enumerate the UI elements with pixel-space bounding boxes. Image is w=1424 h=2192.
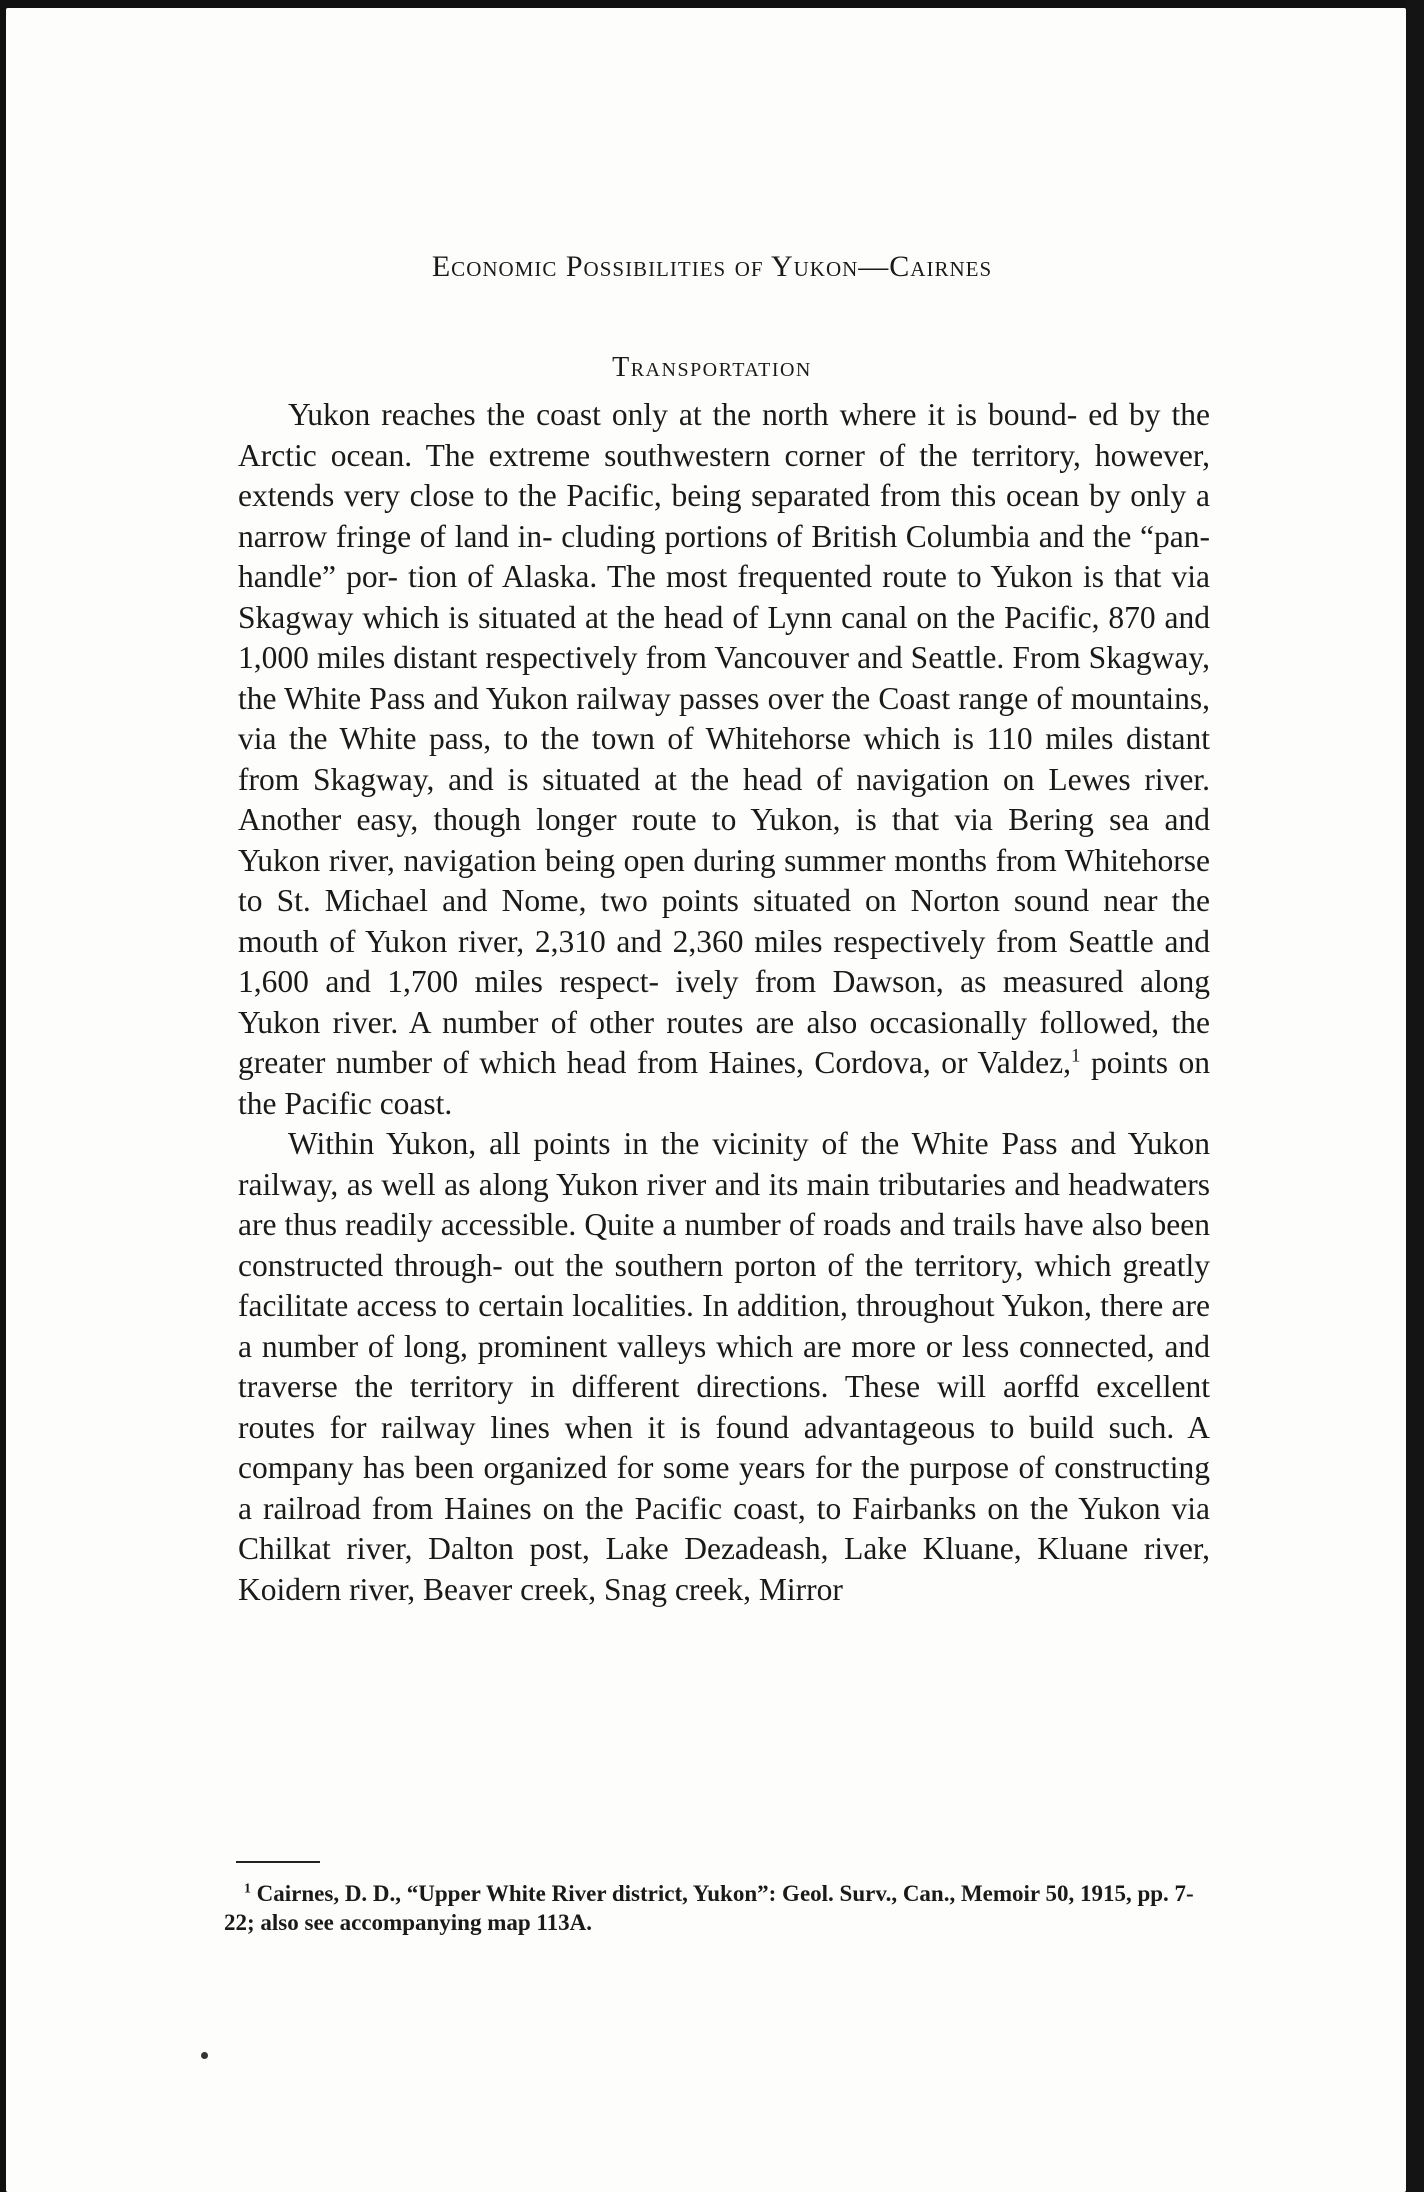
footnote-reference: 1 — [1071, 1045, 1081, 1067]
running-head: Economic Possibilities of Yukon—Cairnes — [431, 250, 993, 283]
footnote-rule — [236, 1861, 320, 1863]
paragraph-1-text: Yukon reaches the coast only at the north where it is bound- ed by the Arctic ocean. The extreme southwestern corner of the territory, however, extends very close to the Pacific, being separated from this ocean by only a narrow fringe of land in- cluding portions of British Columbia and the “pan-handle” por- tion of Alaska. The most frequented route to Yukon is that via Skagway which is situated at the head of Lynn canal on the Pacific, 870 and 1,000 miles distant respectively from Vancouver and Seattle. From Skagway, the White Pass and Yukon railway passes over the Coast range of mountains, via the White pass, to the town of Whitehorse which is 110 miles distant from Skagway, and is situated at the head of navigation on Lewes river. Another easy, though longer route to Yukon, is that via Bering sea and Yukon river, navigation being open during summer months from Whitehorse to St. Michael and Nome, two points situated on Norton sound near the mouth of Yukon river, 2,310 and 2,360 miles respectively from Seattle and 1,600 and 1,700 miles respect- ively from Dawson, as measured along Yukon river. A number of other routes are also occasionally followed, the greater number of which head from Haines, Cordova, or Valdez, — [238, 397, 1210, 1080]
page-edge-shadow — [1406, 0, 1424, 2192]
body-text — [238, 395, 1210, 1610]
footnote-text: Cairnes, D. D., “Upper White River district, Yukon”: Geol. Surv., Can., Memoir 50, 1915, pp. 7-22; also see accompanying map 113A. — [224, 1881, 1194, 1935]
scan-speck — [201, 2052, 208, 2059]
section-title: Transportation — [612, 352, 812, 383]
paragraph-1-tail: points on the Pacific coast. — [238, 1045, 1210, 1121]
paragraph-2: Within Yukon, all points in the vicinity of the White Pass and Yukon railway, as well as along Yukon river and its main tributaries and headwaters are thus readily accessible. Quite a number of roads and trails have also been constructed through- out the southern porton of the territory, which greatly facilitate access to certain localities. In addition, throughout Yukon, there are a number of long, prominent valleys which are more or less connected, and traverse the territory in different directions. These will aorffd excellent routes for railway lines when it is found advantageous to build such. A company has been organized for some years for the purpose of constructing a railroad from Haines on the Pacific coast, to Fairbanks on the Yukon via Chilkat river, Dalton post, Lake Dezadeash, Lake Kluane, Kluane river, Koidern river, Beaver creek, Snag creek, Mirror — [238, 1126, 1210, 1607]
footnote-mark: 1 — [244, 1880, 251, 1896]
paragraph-1 — [238, 395, 1210, 1124]
footnote — [224, 1879, 1204, 1937]
